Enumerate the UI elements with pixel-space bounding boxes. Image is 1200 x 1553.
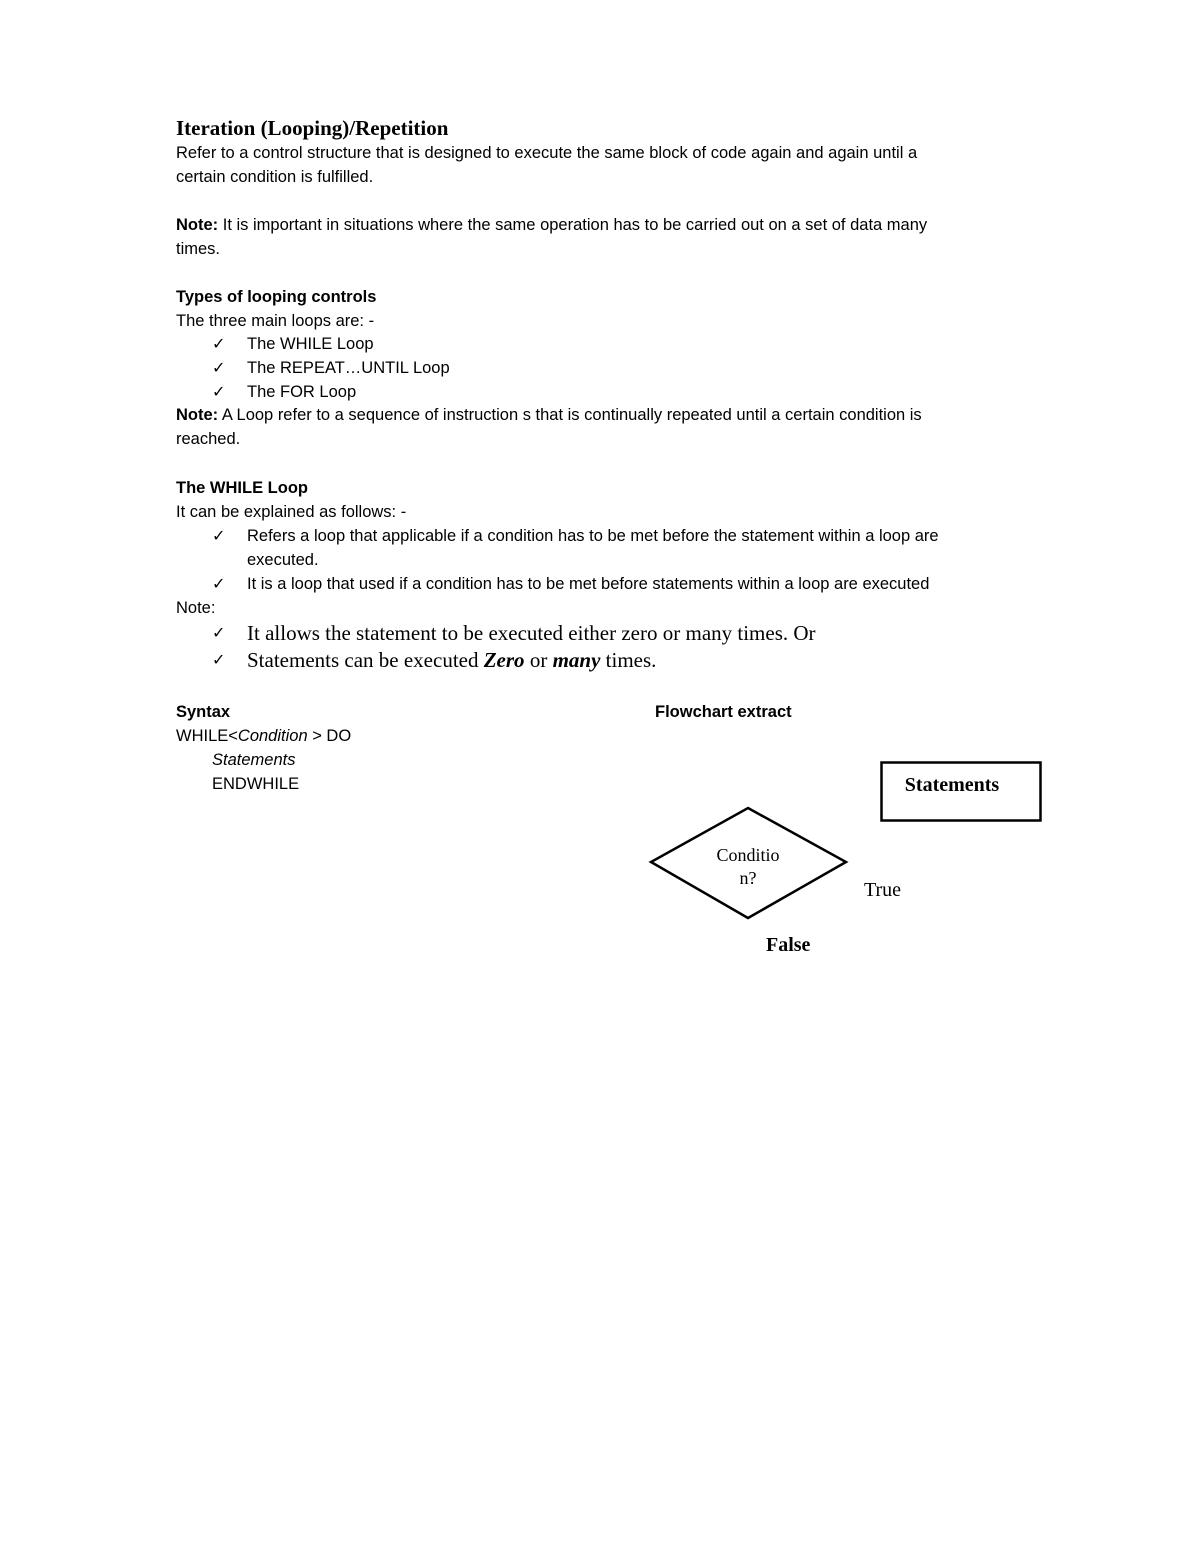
condition-text: Condition [237,727,308,745]
page-title: Iteration (Looping)/Repetition [176,116,449,140]
loop-type-item: The WHILE Loop [247,335,374,353]
while-note-label: Note: [176,599,216,617]
statements-box-label: Statements [904,774,1000,796]
while-item-2: It is a loop that used if a condition has to be met before statements within a loop are executed [247,575,930,593]
syntax-line-2: Statements [212,751,296,769]
false-label: False [766,934,811,956]
syntax-heading: Syntax [176,703,231,721]
flowchart-heading: Flowchart extract [655,703,792,721]
note-label: Note: [176,216,219,234]
types-lead: The three main loops are: - [176,312,375,330]
intro-line-1: Refer to a control structure that is designed to execute the same block of code again and again until a [176,144,918,162]
text: > DO [307,727,352,745]
syntax-line-3: ENDWHILE [212,775,300,793]
note-label: Note: [176,406,219,424]
true-label: True [864,879,902,901]
loop-type-item: The REPEAT…UNTIL Loop [247,359,450,377]
diamond-label-line-2: n? [739,868,757,888]
diamond-label-line-1: Conditio [716,845,780,865]
check-icon: ✓ [212,574,226,593]
types-heading: Types of looping controls [176,288,377,306]
while-item-1-line-2: executed. [247,551,319,569]
check-icon: ✓ [212,526,226,545]
check-icon: ✓ [212,650,226,669]
text: times. [600,648,657,672]
emphasis-zero: Zero [483,648,525,672]
while-item-1-line-1: Refers a loop that applicable if a condition has to be met before the statement within a loop are [247,527,939,545]
while-heading: The WHILE Loop [176,479,308,497]
note-text: It is important in situations where the same operation has to be carried out on a set of data many [218,216,928,234]
note-2-line-2: reached. [176,430,241,448]
text: Statements can be executed [247,648,484,672]
while-lead: It can be explained as follows: - [176,503,407,521]
check-icon: ✓ [212,334,226,353]
text: or [524,648,553,672]
intro-line-2: certain condition is fulfilled. [176,168,374,186]
emphasis-many: many [552,648,601,672]
note-1-line-2: times. [176,240,221,258]
check-icon: ✓ [212,358,226,377]
loop-type-item: The FOR Loop [247,383,357,401]
note-text: A Loop refer to a sequence of instruction s that is continually repeated until a certain condition is [218,406,922,424]
text: WHILE< [176,727,238,745]
check-icon: ✓ [212,623,226,642]
check-icon: ✓ [212,382,226,401]
while-big-item-1: It allows the statement to be executed either zero or many times. Or [247,621,816,645]
